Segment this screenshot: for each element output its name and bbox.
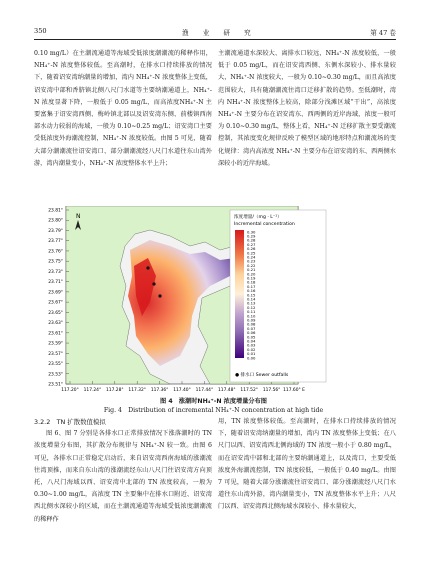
y-tick-label: 23.80°: [48, 218, 63, 224]
legend-value: 0.12: [247, 304, 256, 310]
left-column-top: [34, 48, 212, 170]
legend-value: 0.23: [247, 258, 256, 264]
figure-caption-zh: 图 4 涨潮时NH₄⁺-N 浓度增量分布图: [160, 398, 267, 405]
legend-value: 0.18: [247, 279, 256, 285]
x-tick-label: 117.32°: [128, 388, 146, 393]
legend-value: 0.22: [247, 262, 256, 268]
color-scale-bar: [235, 230, 244, 358]
y-tick-label: 23.73°: [48, 269, 63, 275]
legend-box: [230, 210, 326, 382]
legend-value: 0.15: [247, 292, 256, 298]
figure-4: [30, 206, 400, 396]
y-tick-label: 23.76°: [48, 249, 63, 255]
legend-value: 0.30: [247, 229, 256, 235]
right-column-bottom: [218, 416, 396, 514]
legend-value: 0.25: [247, 250, 256, 256]
y-tick-label: 23.63°: [48, 321, 63, 327]
legend-value: 0.03: [247, 342, 256, 348]
journal-name: 渔 业 研 究: [182, 29, 257, 37]
y-tick-label: 23.79°: [48, 228, 63, 234]
legend-value: 0.29: [247, 233, 256, 239]
legend-value: 0.06: [247, 330, 256, 336]
legend-value: 0.14: [247, 296, 256, 302]
section-heading: 3.2.2 TN 扩散数值模拟: [34, 418, 106, 426]
y-tick-label: 23.53°: [48, 372, 63, 378]
x-tick-label: 117.52°: [240, 388, 258, 393]
outfall-marker: [146, 266, 149, 269]
y-tick-label: 23.67°: [48, 300, 63, 306]
y-tick-label: 23.51°: [48, 382, 63, 388]
outfall-legend: ● 排水口 Sewer outfalls: [235, 373, 289, 378]
legend-value: 0.26: [247, 246, 256, 252]
x-tick-label: 117.20°: [61, 388, 79, 393]
concentration-map: [30, 206, 400, 396]
y-tick-label: 23.69°: [48, 290, 63, 296]
legend-title-en: Incremental concentration: [234, 222, 295, 227]
legend-value: 0.24: [247, 254, 256, 260]
paragraph: 图 6、图 7 分别是各排水口正常排放情况下涨落潮时的 TN 浓度增量分布图，其扩散分布规律与 NH₄⁺-N 较一致。由图 6 可见，各排水口正常稳定启动后，来自诏安湾西南海域的涨潮流往湾顶推，而来自东山湾的涨潮流经东山八尺门往诏安湾方向顶托，八尺门海域以西、诏安湾中北部的 TN 浓度较高，一般为 0.30~1.00 mg/L，高浓度 TN 主要集中在排水口附近、诏安湾西北侧水深较小的区域，而在主潮流通道等海域受低浓度潮潮流的稀释作: [34, 430, 212, 523]
legend-value: 0.16: [247, 288, 256, 294]
legend-value: 0.08: [247, 321, 256, 327]
legend-value: 0.05: [247, 334, 256, 340]
legend-title-zh: 浓度增量/（mg · L⁻¹）: [234, 215, 282, 220]
right-column-top: [218, 48, 396, 170]
x-tick-label: 117.60° E: [283, 388, 305, 393]
x-tick-label: 117.24°: [83, 388, 102, 393]
north-label: N: [76, 213, 81, 220]
x-tick-label: 117.48°: [218, 388, 236, 393]
left-column-bottom: [34, 416, 212, 526]
paragraph: 用，TN 浓度整体较低。至高潮时，在排水口持续排放的情况下，随着诏安湾纳潮量的增加，湾内 TN 浓度整体上变低；在八尺门以西、诏安湾西北侧海域的 TN 浓度一般小于 0.80 mg/L，而在诏安湾中部和北部的主要纳潮通道上，以及湾口，主要受低浓度外海潮流控制，TN 浓度较低，一般低于 0.40 mg/L。由图 7 可见，随着大部分涨潮流往诏安湾口、部分涨潮流经八尺门水道往东山湾外游，湾内潮量变小，TN 浓度整体水平上升；八尺门以西、诏安湾西北侧海域水深较小、排水量较大，: [218, 418, 396, 511]
volume-number: 第 47 卷: [370, 29, 396, 37]
y-tick-label: 23.77°: [48, 239, 63, 245]
header-rule: [34, 39, 396, 40]
y-tick-label: 23.59°: [48, 341, 63, 347]
x-tick-label: 117.44°: [195, 388, 214, 393]
paragraph: 0.10 mg/L）在主潮流通道等海域受低浓度潮潮流的稀释作用，NH₄⁺-N 浓度整体较低。至高潮时，在排水口持续排放的情况下，随着诏安湾纳潮量的增加，湾内 NH₄⁺-N 浓度整体上变低，诏安湾中部和香脐镇北侧八尺门水道等主要纳潮通道上，NH₄⁺-N 浓度显著下降，一般低于 0.05 mg/L，而高浓度NH₄⁺-N 主要富集于诏安湾西侧、梅岭镇北部以及诏安湾东侧、前楼镇西南部水动力较弱的海域，一般为 0.10~0.25 mg/L；诏安湾口主要受低浓度外海潮流控制，NH₄⁺-N 浓度较低。由图 5 可见，随着大部分潮潮流往诏安湾口、部分潮潮流经八尺门水道往东山湾外游，湾内潮量变小，NH₄⁺-N 浓度整体水平上升；: [34, 50, 212, 167]
y-tick-label: 23.61°: [48, 331, 63, 337]
legend-value: 0.19: [247, 275, 256, 281]
x-tick-label: 117.28°: [106, 388, 124, 393]
legend-value: 0.10: [247, 313, 256, 319]
legend-value: 0.09: [247, 317, 256, 323]
legend-value: 0.27: [247, 241, 256, 247]
legend-value: 0.02: [247, 346, 256, 352]
legend-value: 0.28: [247, 237, 256, 243]
legend-value: 0.21: [247, 267, 256, 273]
outfall-marker: [152, 282, 155, 285]
page-number: 350: [34, 27, 47, 35]
y-tick-label: 23.71°: [48, 280, 63, 286]
legend-value: 0.07: [247, 325, 256, 331]
y-tick-label: 23.81°: [48, 208, 63, 214]
y-tick-label: 23.65°: [48, 310, 63, 316]
legend-value: 0.01: [247, 351, 256, 357]
legend-values: [247, 229, 256, 360]
figure-caption-en: Fig. 4 Distribution of incremental NH₄⁺-N concentration at high tide: [103, 407, 324, 414]
legend-value: 0.13: [247, 300, 256, 306]
x-tick-label: 117.36°: [150, 388, 169, 393]
legend-value: 0.11: [247, 309, 256, 315]
y-tick-label: 23.75°: [48, 259, 63, 265]
y-tick-label: 23.57°: [48, 351, 63, 357]
legend-value: 0.04: [247, 338, 256, 344]
legend-value: 0.20: [247, 271, 256, 277]
legend-value: 0.17: [247, 283, 256, 289]
running-header: [34, 27, 396, 37]
y-tick-label: 23.55°: [48, 362, 63, 368]
x-tick-label: 117.40°: [173, 388, 191, 393]
paragraph: 主潮流通道水深较大、离排水口较远，NH₄⁺-N 浓度较低，一般低于 0.05 mg/L，而在诏安湾西侧、东侧水深较小、排水量较大，NH₄⁺-N 浓度较大，一般为 0.10~0.30 mg/L，而且高浓度范围较大，具有随潮潮流往湾口迁移扩散的趋势。至低潮时，湾内 NH₄⁺-N 浓度整体上较高，除部分浅滩区域“干出”，高浓度 NH₄⁺-N 主要分布在诏安湾东、西两侧的近岸海域，浓度一般可为 0.10~0.30 mg/L，整体上看，NH₄⁺-N 迁移扩散主要受潮流控制，其浓度变化规律反映了模型区域的地形特点和潮流场的变化规律：湾内高浓度 NH₄⁺-N 主要分布在诏安湾的东、西两侧水深较小的近岸海域。: [218, 50, 396, 167]
x-tick-label: 117.56°: [262, 388, 281, 393]
outfall-marker: [158, 294, 161, 297]
legend-value: 0.00: [247, 355, 256, 361]
